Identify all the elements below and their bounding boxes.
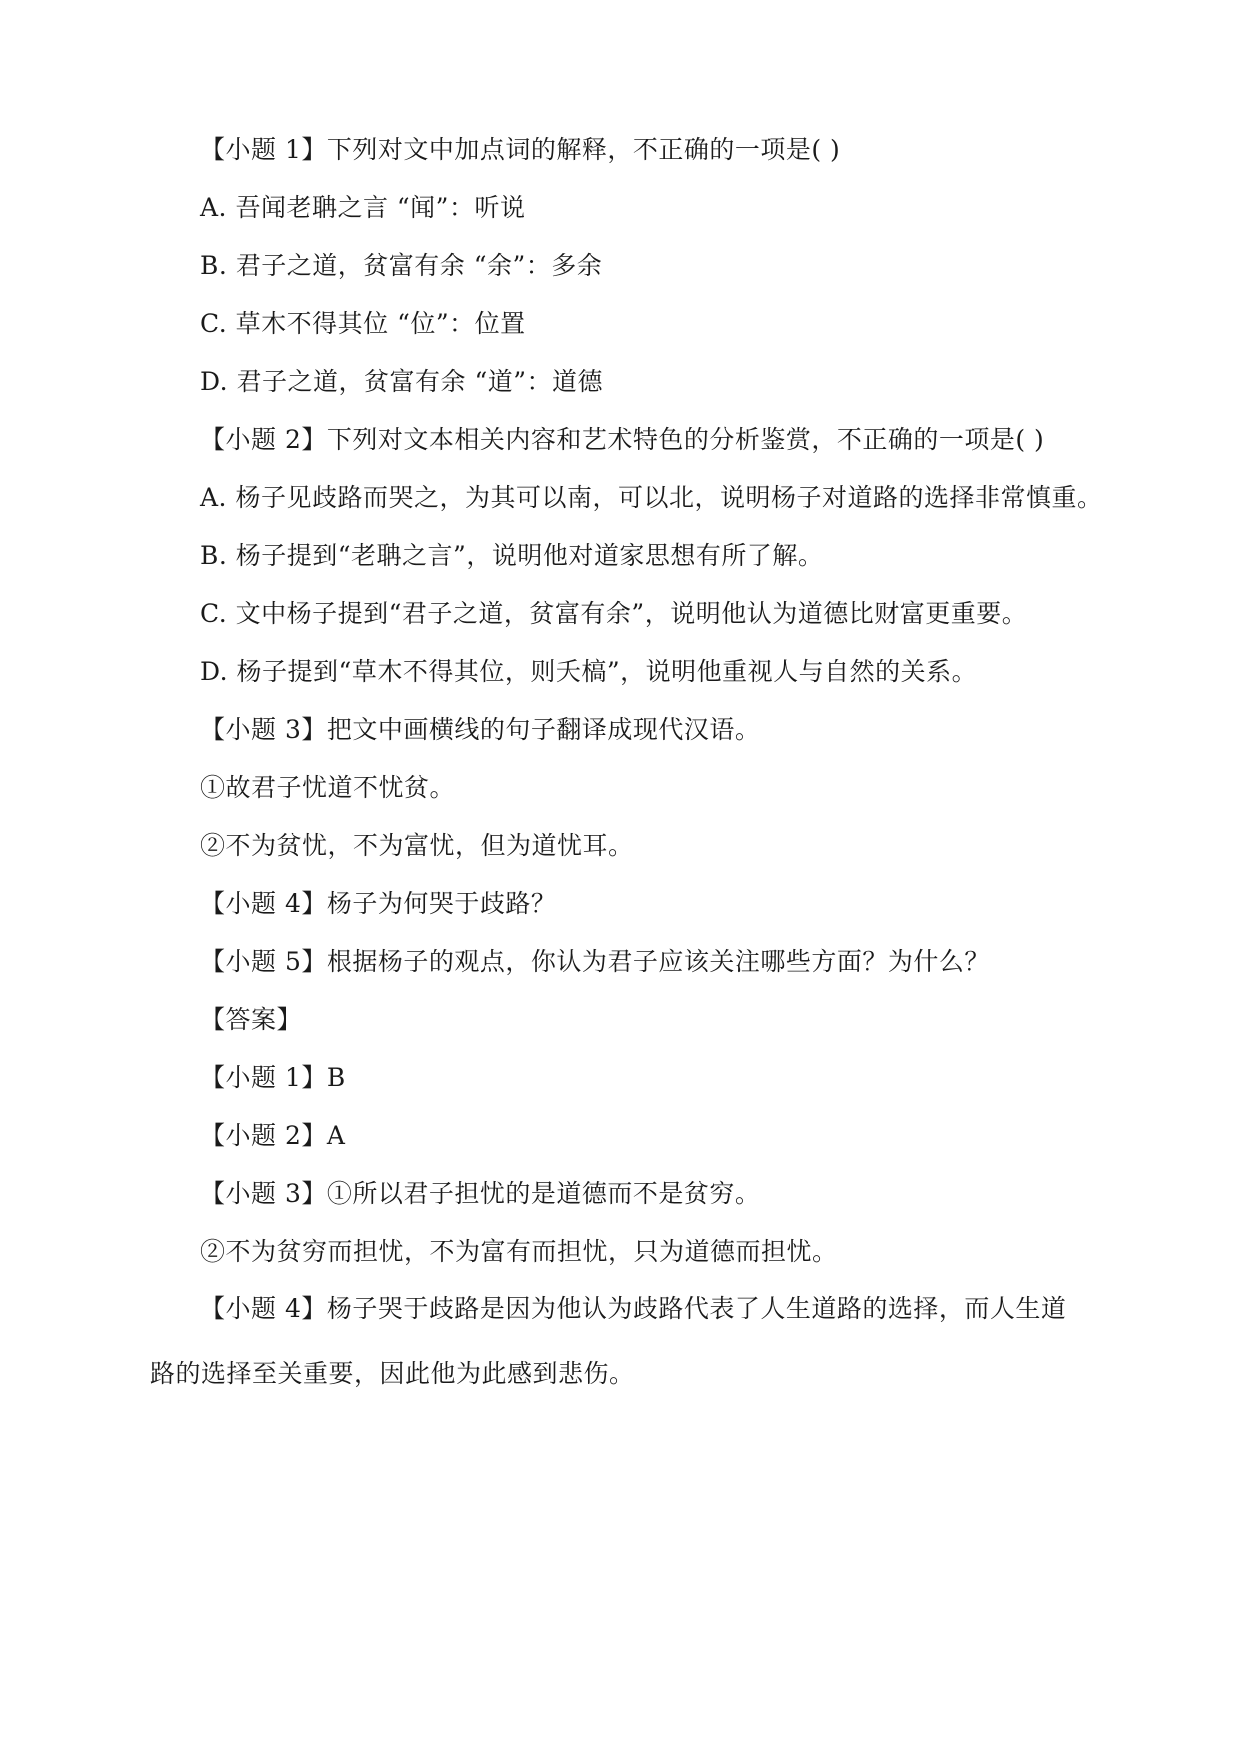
- question-5-stem: 【小题 5】根据杨子的观点，你认为君子应该关注哪些方面？为什么？: [200, 947, 990, 976]
- question-1-option-a: A. 吾闻老聃之言 “闻”：听说: [200, 193, 526, 222]
- question-1-option-c: C. 草木不得其位 “位”：位置: [200, 309, 526, 338]
- question-1-option-b: B. 君子之道，贫富有余 “余”：多余: [200, 251, 603, 280]
- answer-3-part-1: 【小题 3】①所以君子担忧的是道德而不是贫穷。: [200, 1179, 761, 1208]
- answer-3-part-2: ②不为贫穷而担忧，不为富有而担忧，只为道德而担忧。: [200, 1237, 838, 1266]
- question-2-option-b: B. 杨子提到“老聃之言”，说明他对道家思想有所了解。: [200, 541, 824, 570]
- question-3-item-1: ①故君子忧道不忧贫。: [200, 773, 456, 802]
- answer-4-paragraph: 【小题 4】杨子哭于歧路是因为他认为歧路代表了人生道路的选择，而人生道路的选择至关重要，因此他为此感到悲伤。: [150, 1294, 1067, 1388]
- question-2-option-c: C. 文中杨子提到“君子之道，贫富有余”，说明他认为道德比财富更重要。: [200, 599, 1028, 628]
- question-1-option-d: D. 君子之道，贫富有余 “道”：道德: [200, 367, 604, 396]
- question-3-stem: 【小题 3】把文中画横线的句子翻译成现代汉语。: [200, 715, 761, 744]
- answers-heading: 【答案】: [200, 1005, 303, 1034]
- answer-1: 【小题 1】B: [200, 1063, 346, 1092]
- answer-2: 【小题 2】A: [200, 1121, 346, 1150]
- question-4-stem: 【小题 4】杨子为何哭于歧路？: [200, 889, 557, 918]
- question-2-option-d: D. 杨子提到“草木不得其位，则夭槁”，说明他重视人与自然的关系。: [200, 657, 978, 686]
- question-2-stem: 【小题 2】下列对文本相关内容和艺术特色的分析鉴赏，不正确的一项是( ): [200, 425, 1045, 454]
- question-2-option-a: A. 杨子见歧路而哭之，为其可以南，可以北，说明杨子对道路的选择非常慎重。: [200, 483, 1103, 512]
- question-3-item-2: ②不为贫忧，不为富忧，但为道忧耳。: [200, 831, 634, 860]
- question-1-stem: 【小题 1】下列对文中加点词的解释，不正确的一项是( ): [200, 135, 841, 164]
